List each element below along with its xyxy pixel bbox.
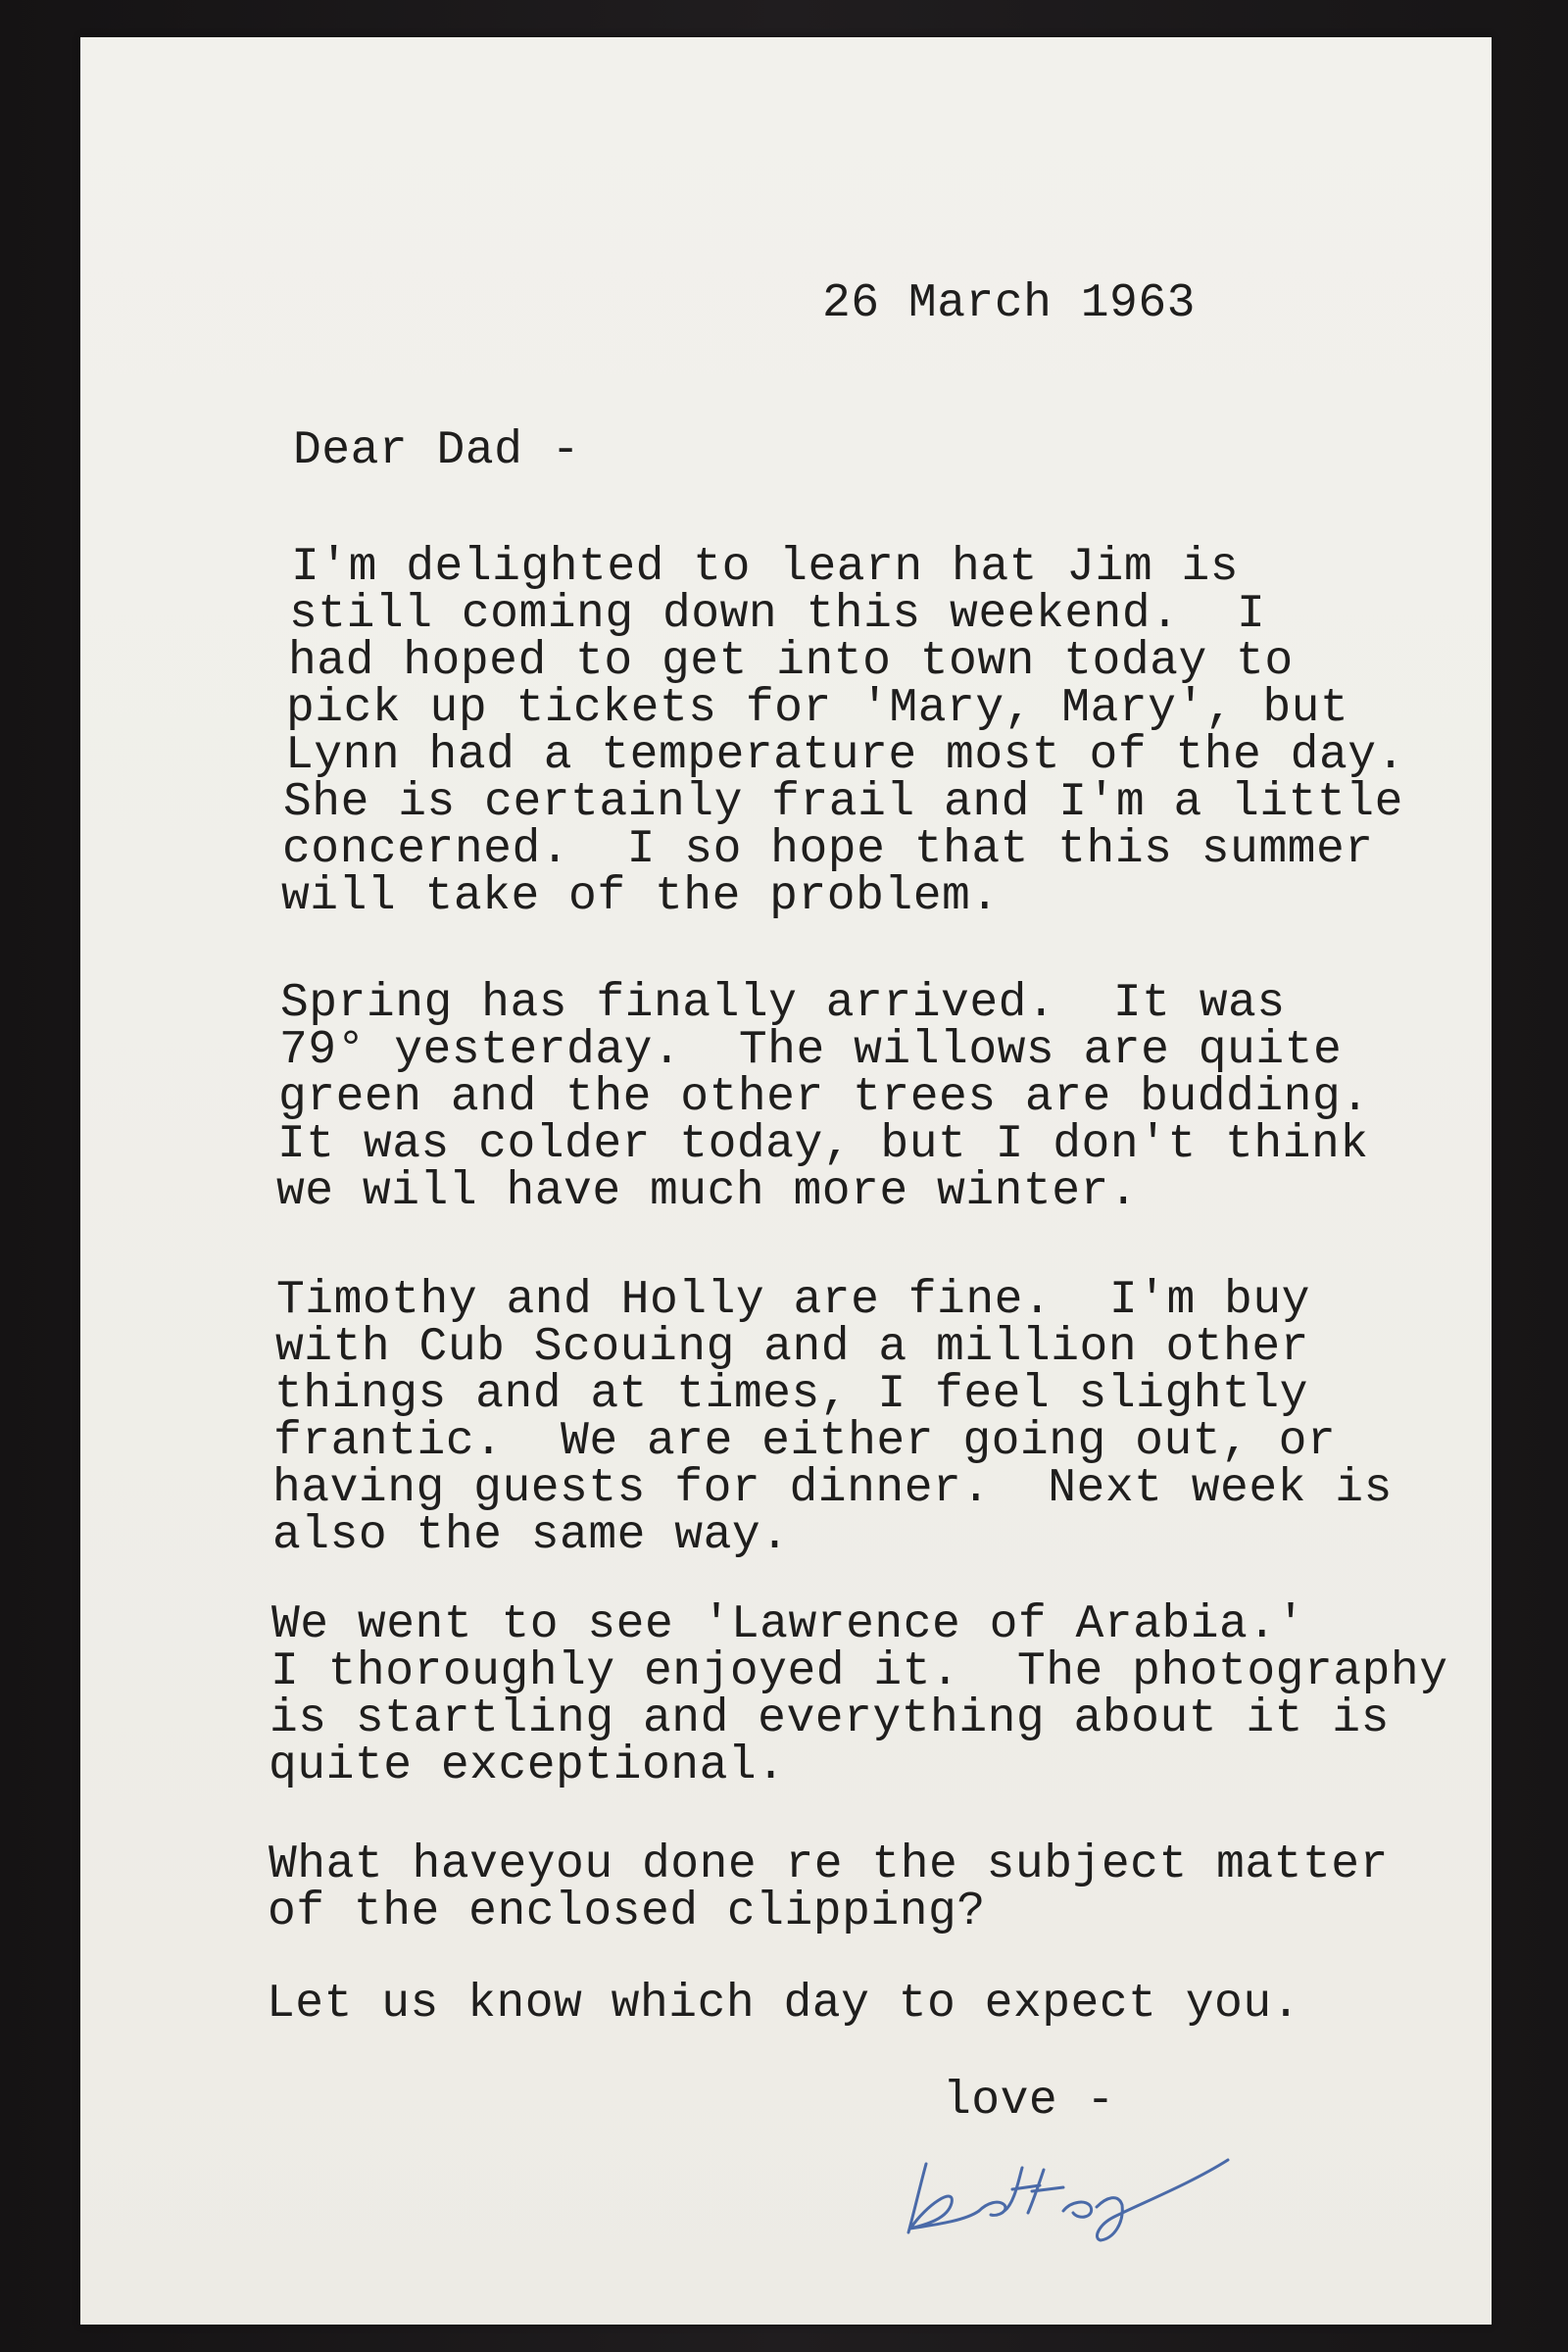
letter-date: 26 March 1963 (822, 277, 1196, 330)
paragraph-line: with Cub Scouing and a million other (275, 1321, 1309, 1374)
paragraph-line: It was colder today, but I don't think (277, 1118, 1369, 1171)
paragraph-line: Spring has finally arrived. It was (280, 977, 1286, 1030)
paragraph-line: Timothy and Holly are fine. I'm buy (276, 1274, 1310, 1327)
paragraph-line: still coming down this weekend. I (289, 588, 1266, 641)
paragraph-line: She is certainly frail and I'm a little (283, 776, 1403, 829)
paragraph-line: concerned. I so hope that this summer (282, 823, 1374, 876)
paragraph-line: I thoroughly enjoyed it. The photography (270, 1645, 1448, 1698)
paragraph-line: I'm delighted to learn hat Jim is (291, 541, 1240, 594)
letter-closing: love - (943, 2075, 1115, 2128)
letter-page (80, 37, 1492, 2325)
paragraph-line: had hoped to get into town today to (288, 635, 1294, 688)
paragraph-line: Let us know which day to expect you. (267, 1978, 1300, 2031)
paragraph-line: frantic. We are either going out, or (273, 1415, 1337, 1468)
paragraph-line: of the enclosed clipping? (268, 1886, 986, 1938)
paragraph-line: having guests for dinner. Next week is (272, 1462, 1393, 1515)
paragraph-line: will take of the problem. (281, 870, 1000, 923)
paragraph-line: also the same way. (272, 1509, 790, 1562)
paragraph-line: We went to see 'Lawrence of Arabia.' (271, 1598, 1305, 1651)
paragraph-line: green and the other trees are budding. (278, 1071, 1370, 1124)
paragraph-line: things and at times, I feel slightly (274, 1368, 1308, 1421)
paragraph-line: we will have much more winter. (276, 1165, 1139, 1218)
paragraph-line: is startling and everything about it is (270, 1692, 1390, 1745)
handwritten-signature (897, 2134, 1250, 2242)
paragraph-line: What haveyou done re the subject matter (269, 1838, 1389, 1891)
paragraph-line: pick up tickets for 'Mary, Mary', but (286, 682, 1349, 735)
letter-salutation: Dear Dad - (293, 424, 581, 477)
paragraph-line: 79° yesterday. The willows are quite (279, 1024, 1343, 1077)
paragraph-line: quite exceptional. (269, 1740, 786, 1792)
paragraph-line: Lynn had a temperature most of the day. (285, 729, 1405, 782)
